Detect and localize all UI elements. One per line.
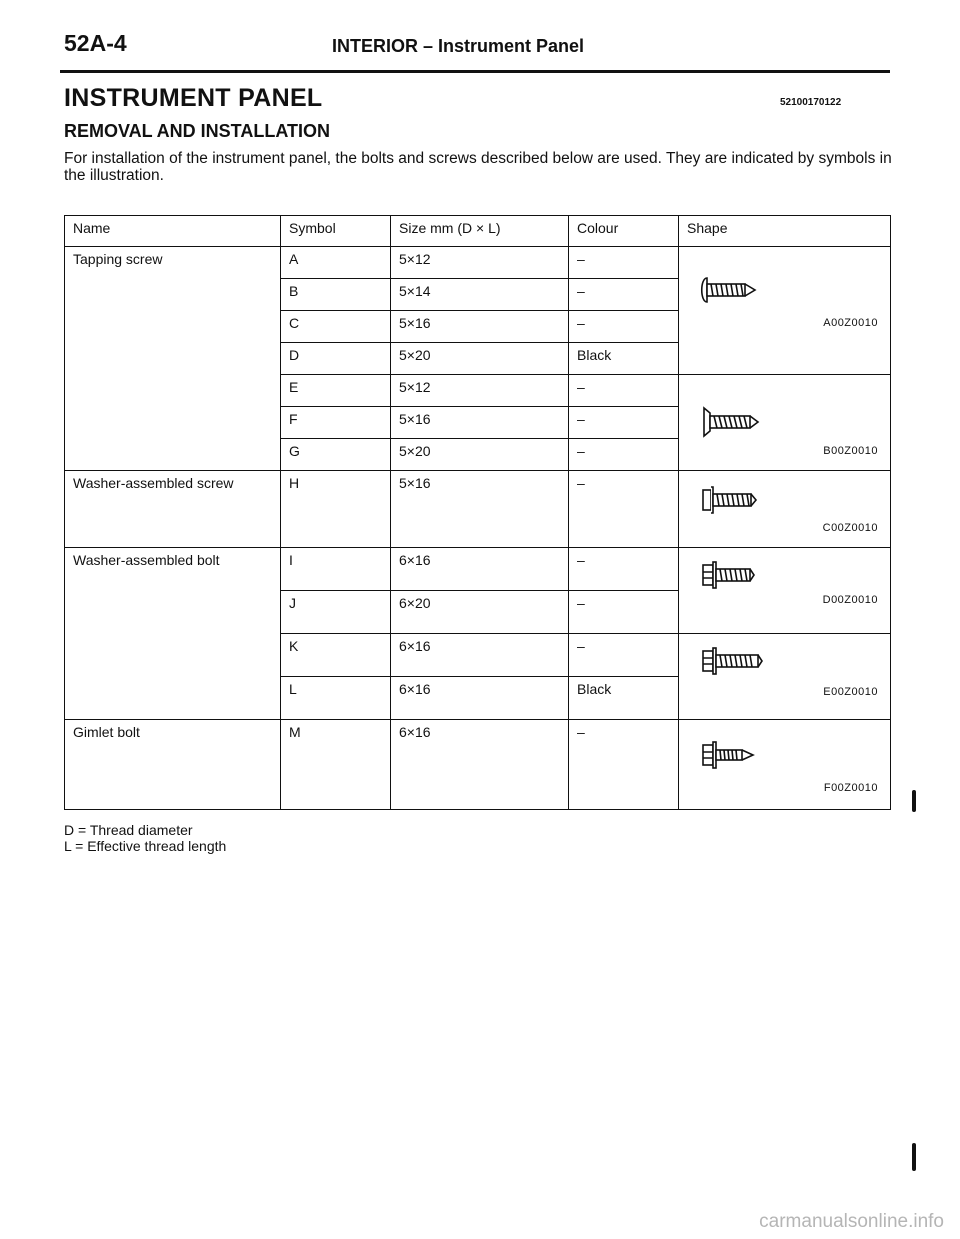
header-name: Name bbox=[65, 216, 281, 247]
colour-cell: – bbox=[569, 375, 679, 407]
shape-code: D00Z0010 bbox=[822, 594, 878, 606]
shape-code: E00Z0010 bbox=[823, 686, 878, 698]
legend bbox=[64, 822, 226, 854]
size-cell: 5×20 bbox=[391, 343, 569, 375]
size-cell: 6×16 bbox=[391, 720, 569, 810]
section-subtitle: REMOVAL AND INSTALLATION bbox=[64, 121, 330, 141]
size-cell: 6×16 bbox=[391, 677, 569, 720]
symbol-cell: L bbox=[281, 677, 391, 720]
colour-cell: – bbox=[569, 311, 679, 343]
fastener-table bbox=[64, 215, 891, 810]
symbol-cell: I bbox=[281, 548, 391, 591]
washer-assembled-screw-icon bbox=[701, 485, 765, 515]
colour-cell: – bbox=[569, 247, 679, 279]
colour-cell: Black bbox=[569, 677, 679, 720]
shape-cell bbox=[679, 720, 891, 810]
colour-cell: – bbox=[569, 407, 679, 439]
size-cell: 5×12 bbox=[391, 375, 569, 407]
size-cell: 5×14 bbox=[391, 279, 569, 311]
colour-cell: – bbox=[569, 471, 679, 548]
gimlet-bolt-icon bbox=[701, 740, 765, 770]
symbol-cell: H bbox=[281, 471, 391, 548]
symbol-cell: E bbox=[281, 375, 391, 407]
shape-code: F00Z0010 bbox=[823, 782, 878, 794]
symbol-cell: F bbox=[281, 407, 391, 439]
table-row bbox=[65, 548, 891, 591]
margin-mark bbox=[912, 1143, 916, 1171]
shape-cell bbox=[679, 375, 891, 471]
symbol-cell: B bbox=[281, 279, 391, 311]
symbol-cell: J bbox=[281, 591, 391, 634]
header-title: INTERIOR – Instrument Panel bbox=[332, 36, 585, 56]
shape-cell bbox=[679, 471, 891, 548]
shape-cell bbox=[679, 247, 891, 375]
header-symbol: Symbol bbox=[281, 216, 391, 247]
group-gimlet-bolt: Gimlet bolt bbox=[65, 720, 281, 810]
group-washer-assembled-bolt: Washer-assembled bolt bbox=[65, 548, 281, 720]
washer-assembled-bolt-icon bbox=[701, 560, 765, 590]
colour-cell: – bbox=[569, 634, 679, 677]
section-title: INSTRUMENT PANEL bbox=[64, 84, 323, 112]
pan-head-tapping-screw-icon bbox=[699, 275, 763, 305]
symbol-cell: D bbox=[281, 343, 391, 375]
washer-assembled-bolt-long-icon bbox=[701, 646, 771, 676]
watermark: carmanualsonline.info bbox=[759, 1211, 944, 1232]
page-number: 52A-4 bbox=[64, 30, 127, 56]
colour-cell: – bbox=[569, 591, 679, 634]
symbol-cell: A bbox=[281, 247, 391, 279]
symbol-cell: G bbox=[281, 439, 391, 471]
symbol-cell: M bbox=[281, 720, 391, 810]
intro-paragraph: For installation of the instrument panel, the bolts and screws described below are used. They are indicated by symbols in the illustration. bbox=[64, 150, 892, 184]
table-row bbox=[65, 247, 891, 279]
size-cell: 5×20 bbox=[391, 439, 569, 471]
shape-code: C00Z0010 bbox=[822, 522, 878, 534]
group-tapping-screw: Tapping screw bbox=[65, 247, 281, 471]
shape-cell bbox=[679, 548, 891, 634]
legend-thread-diameter: D = Thread diameter bbox=[64, 822, 193, 838]
document-code: 52100170122 bbox=[780, 97, 842, 108]
shape-cell bbox=[679, 634, 891, 720]
size-cell: 5×12 bbox=[391, 247, 569, 279]
shape-code: A00Z0010 bbox=[823, 317, 878, 329]
size-cell: 6×16 bbox=[391, 634, 569, 677]
margin-mark bbox=[912, 790, 916, 812]
size-cell: 5×16 bbox=[391, 311, 569, 343]
colour-cell: – bbox=[569, 439, 679, 471]
size-cell: 6×20 bbox=[391, 591, 569, 634]
colour-cell: Black bbox=[569, 343, 679, 375]
size-cell: 5×16 bbox=[391, 471, 569, 548]
shape-code: B00Z0010 bbox=[823, 445, 878, 457]
group-washer-assembled-screw: Washer-assembled screw bbox=[65, 471, 281, 548]
colour-cell: – bbox=[569, 720, 679, 810]
flat-head-tapping-screw-icon bbox=[701, 405, 765, 439]
size-cell: 6×16 bbox=[391, 548, 569, 591]
table-row bbox=[65, 471, 891, 548]
table-row bbox=[65, 720, 891, 810]
header-size: Size mm (D × L) bbox=[391, 216, 569, 247]
header-colour: Colour bbox=[569, 216, 679, 247]
colour-cell: – bbox=[569, 279, 679, 311]
size-cell: 5×16 bbox=[391, 407, 569, 439]
header-rule bbox=[60, 70, 890, 73]
symbol-cell: C bbox=[281, 311, 391, 343]
symbol-cell: K bbox=[281, 634, 391, 677]
legend-thread-length: L = Effective thread length bbox=[64, 838, 227, 854]
table-header-row bbox=[65, 216, 891, 247]
header-shape: Shape bbox=[679, 216, 891, 247]
colour-cell: – bbox=[569, 548, 679, 591]
